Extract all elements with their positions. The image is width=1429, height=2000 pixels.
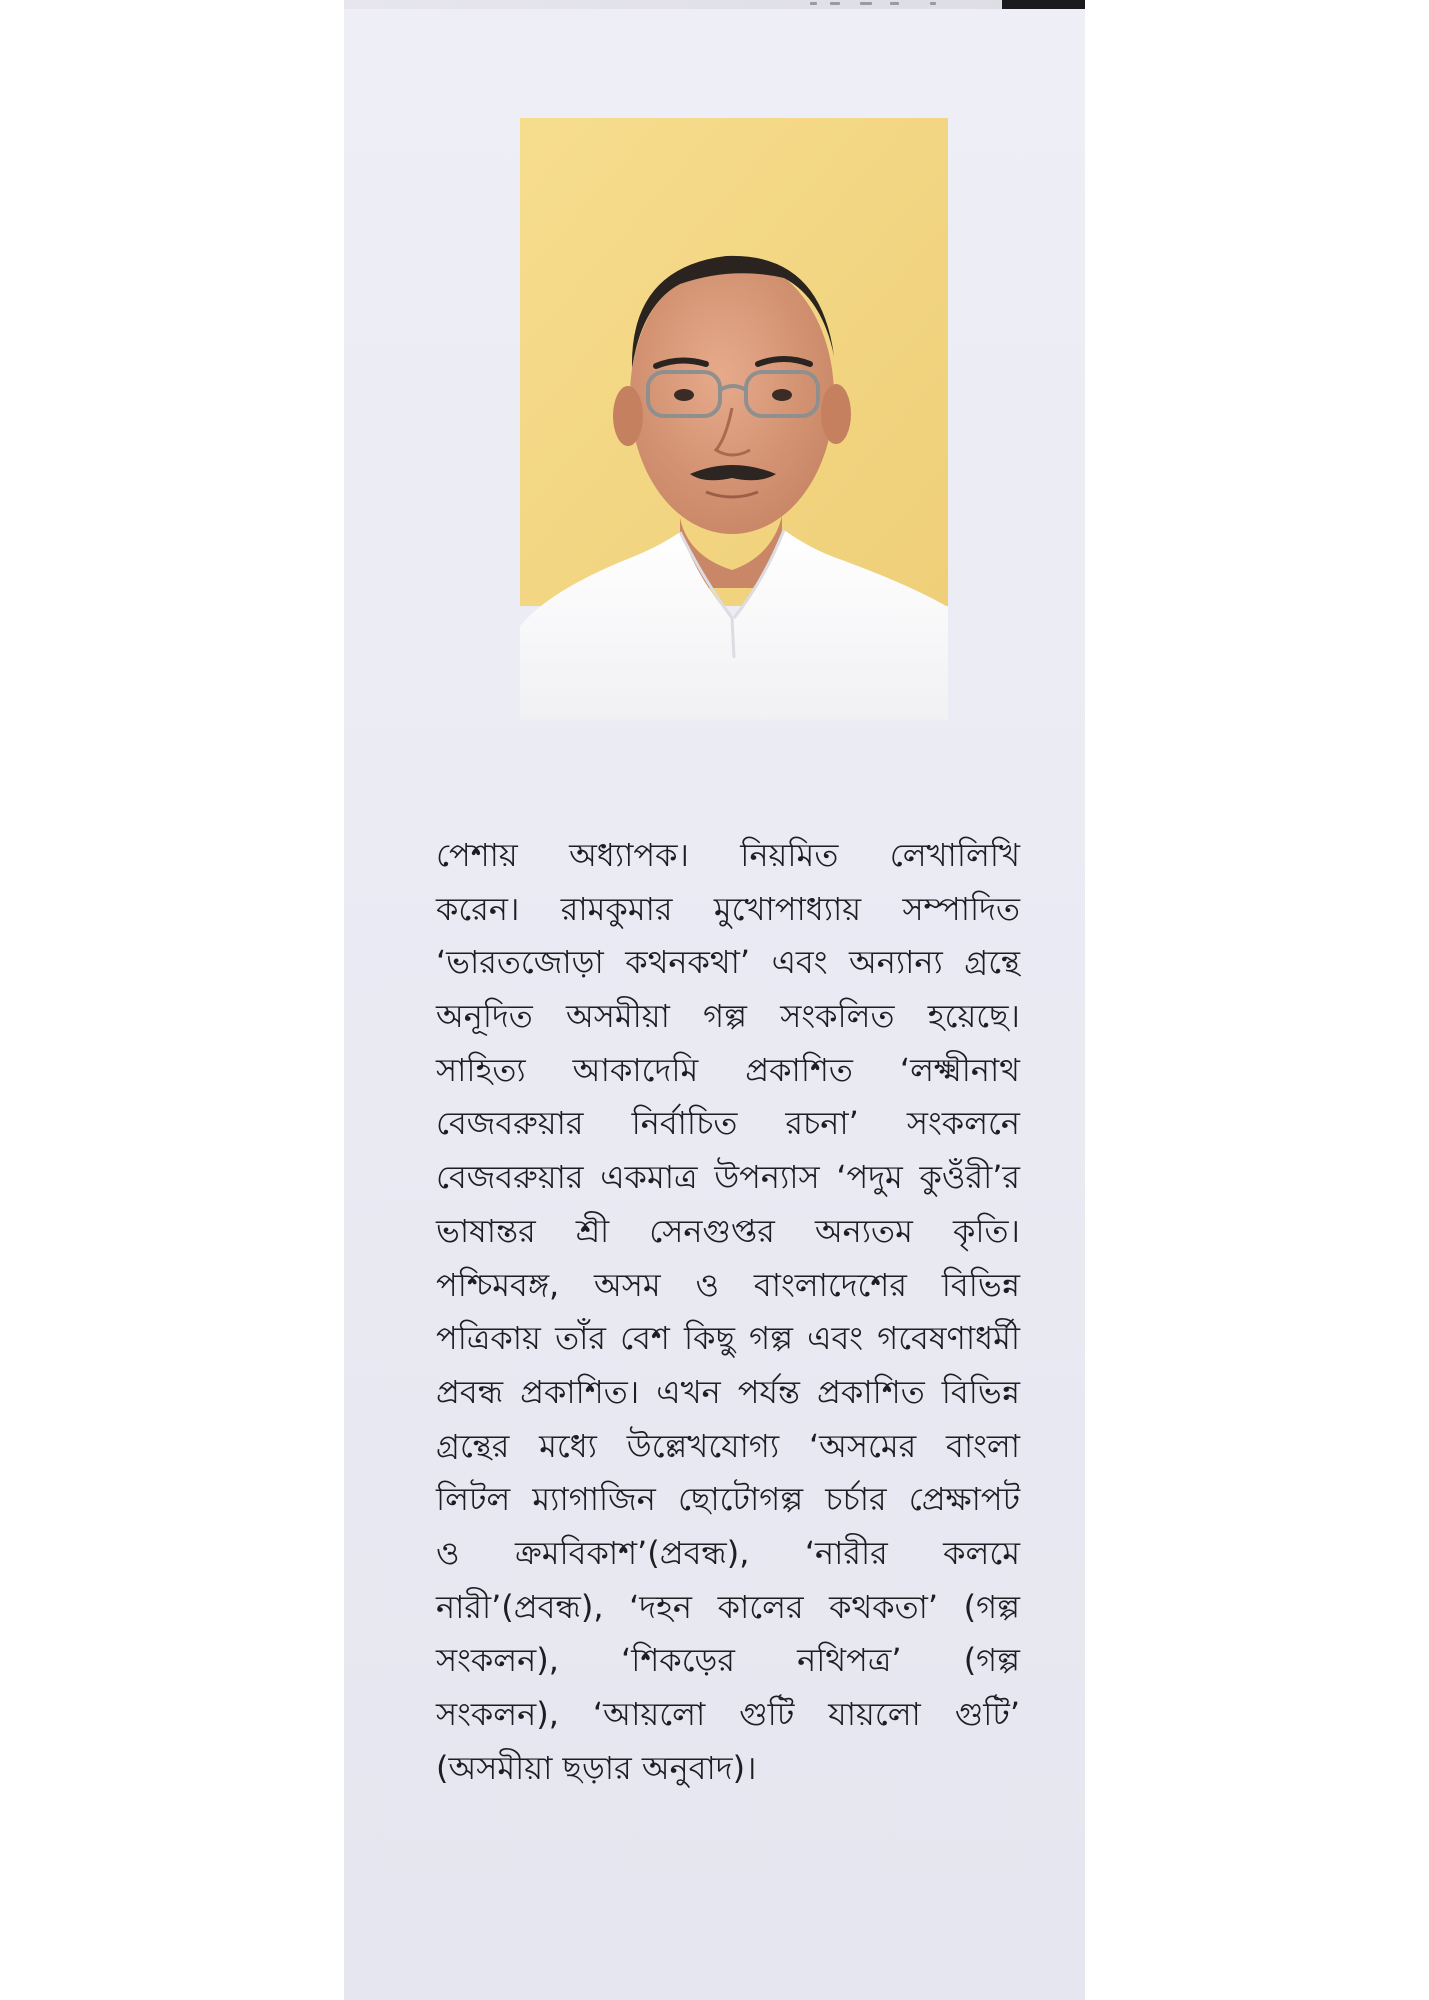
- dark-corner-block: [1002, 0, 1085, 9]
- author-photo: [520, 118, 948, 720]
- page-top-edge: [344, 0, 1085, 9]
- bio-line: বেজবরুয়ার নির্বাচিত রচনা’ সংকলনে: [436, 1104, 1020, 1143]
- bio-line: লিটল ম্যাগাজিন ছোটোগল্প চর্চার প্রেক্ষাপট: [436, 1480, 1020, 1519]
- edge-mark: [810, 2, 817, 5]
- bio-line: পেশায় অধ্যাপক। নিয়মিত লেখালিখি: [436, 836, 1020, 874]
- bio-line: পশ্চিমবঙ্গ, অসম ও বাংলাদেশের বিভিন্ন: [436, 1265, 1020, 1304]
- edge-mark: [860, 2, 872, 5]
- bio-line: সংকলন), ‘আয়লো গুটি যায়লো গুটি’: [436, 1695, 1020, 1733]
- bio-line: প্রবন্ধ প্রকাশিত। এখন পর্যন্ত প্রকাশিত বিভিন্ন: [436, 1372, 1020, 1411]
- left-eye: [674, 389, 694, 401]
- bio-line: ‘ভারতজোড়া কথনকথা’ এবং অন্যান্য গ্রন্থে: [436, 943, 1020, 982]
- bio-line: সাহিত্য আকাদেমি প্রকাশিত ‘লক্ষ্মীনাথ: [436, 1050, 1020, 1089]
- bio-line: করেন। রামকুমার মুখোপাধ্যায় সম্পাদিত: [436, 889, 1020, 928]
- edge-mark: [930, 2, 936, 5]
- bio-line: ভাষান্তর শ্রী সেনগুপ্তর অন্যতম কৃতি।: [436, 1211, 1020, 1250]
- bio-line: নারী’(প্রবন্ধ), ‘দহন কালের কথকতা’ (গল্প: [436, 1587, 1020, 1626]
- bio-line: সংকলন), ‘শিকড়ের নথিপত্র’ (গল্প: [436, 1641, 1020, 1680]
- edge-mark: [890, 2, 899, 5]
- bio-line: গ্রন্থের মধ্যে উল্লেখযোগ্য ‘অসমের বাংলা: [436, 1426, 1020, 1465]
- bio-line: (অসমীয়া ছড়ার অনুবাদ)।: [436, 1748, 757, 1787]
- bio-line: বেজবরুয়ার একমাত্র উপন্যাস ‘পদুম কুওঁরী’র: [436, 1158, 1020, 1197]
- right-eye: [772, 389, 792, 401]
- edge-mark: [830, 2, 840, 5]
- right-ear: [821, 384, 851, 444]
- bio-line: অনূদিত অসমীয়া গল্প সংকলিত হয়েছে।: [436, 997, 1020, 1036]
- left-ear: [613, 386, 643, 446]
- face: [630, 258, 834, 534]
- author-biography: [436, 829, 1020, 1795]
- bio-line: ও ক্রমবিকাশ’(প্রবন্ধ), ‘নারীর কলমে: [436, 1533, 1020, 1572]
- bio-line: পত্রিকায় তাঁর বেশ কিছু গল্প এবং গবেষণাধর্মী: [436, 1319, 1020, 1358]
